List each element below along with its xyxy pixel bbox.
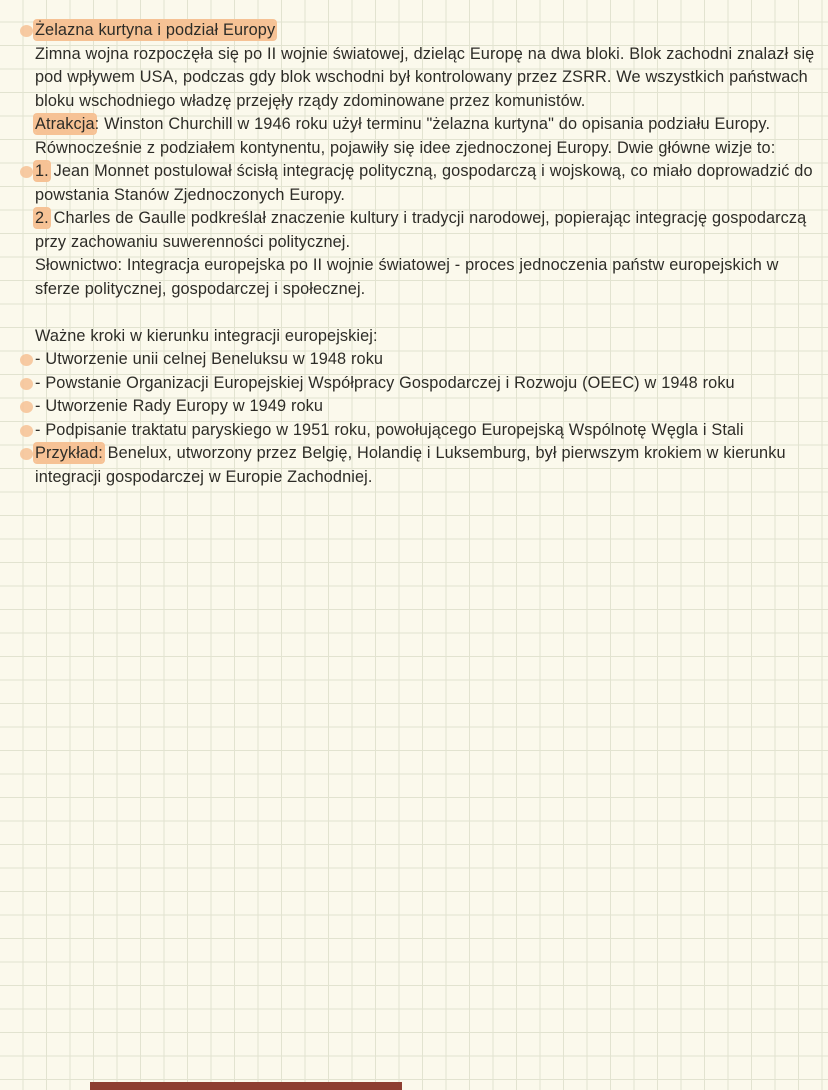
text-line <box>35 254 823 301</box>
text-line <box>35 113 823 137</box>
text-segment: Charles de Gaulle podkreślał znaczenie kultury i tradycji narodowej, popierając integrację gospodarczą przy zachowaniu suwerenności politycznej. <box>35 209 807 251</box>
blank-line <box>35 301 823 325</box>
text-line <box>35 372 823 396</box>
text-line <box>35 325 823 349</box>
highlighted-text: 2. <box>35 209 49 227</box>
highlighted-text: Przykład: <box>35 444 103 462</box>
text-segment: - Utworzenie Rady Europy w 1949 roku <box>35 397 324 415</box>
text-segment: Zimna wojna rozpoczęła się po II wojnie światowej, dzieląc Europę na dwa bloki. Blok zachodni znalazł się pod wpływem USA, podczas gdy blok wschodni był kontrolowany przez ZSRR. We wszystkich państwach bloku wschodniego władzę przejęły rządy zdominowane przez komunistów. <box>35 44 815 110</box>
text-line <box>35 395 823 419</box>
text-line <box>35 19 823 43</box>
text-line <box>35 207 823 254</box>
text-segment: Słownictwo: Integracja europejska po II wojnie światowej - proces jednoczenia państw europejskich w sferze politycznej, gospodarczej i społecznej. <box>35 256 779 298</box>
text-segment: Ważne kroki w kierunku integracji europejskiej: <box>35 326 378 345</box>
text-segment: : Winston Churchill w 1946 roku użył terminu "żelazna kurtyna" do opisania podziału Europy. <box>94 115 771 133</box>
text-segment: Jean Monnet postulował ścisłą integrację polityczną, gospodarczą i wojskową, co miało doprowadzić do powstania Stanów Zjednoczonych Europy. <box>35 162 813 204</box>
text-line <box>35 419 823 443</box>
highlighted-text: Atrakcja <box>35 115 95 133</box>
text-line <box>35 442 823 489</box>
text-segment: - Powstanie Organizacji Europejskiej Współpracy Gospodarczej i Rozwoju (OEEC) w 1948 roku <box>35 373 735 392</box>
text-segment: Benelux, utworzony przez Belgię, Holandię i Luksemburg, był pierwszym krokiem w kierunku integracji gospodarczej w Europie Zachodniej. <box>35 444 786 486</box>
text-segment: - Podpisanie traktatu paryskiego w 1951 roku, powołującego Europejską Wspólnotę Węgla i Stali <box>35 420 744 439</box>
text-line <box>35 348 823 372</box>
notes-page <box>35 19 823 489</box>
text-line <box>35 137 823 161</box>
text-segment: Równocześnie z podziałem kontynentu, pojawiły się idee zjednoczonej Europy. Dwie główne wizje to: <box>35 138 776 157</box>
document-content <box>35 19 823 489</box>
highlighted-text: 1. <box>35 162 49 180</box>
highlighted-text: Żelazna kurtyna i podział Europy <box>35 21 276 39</box>
bottom-red-bar <box>90 1082 402 1090</box>
text-segment: - Utworzenie unii celnej Beneluksu w 1948 roku <box>35 350 384 368</box>
text-line <box>35 160 823 207</box>
text-line <box>35 43 823 114</box>
